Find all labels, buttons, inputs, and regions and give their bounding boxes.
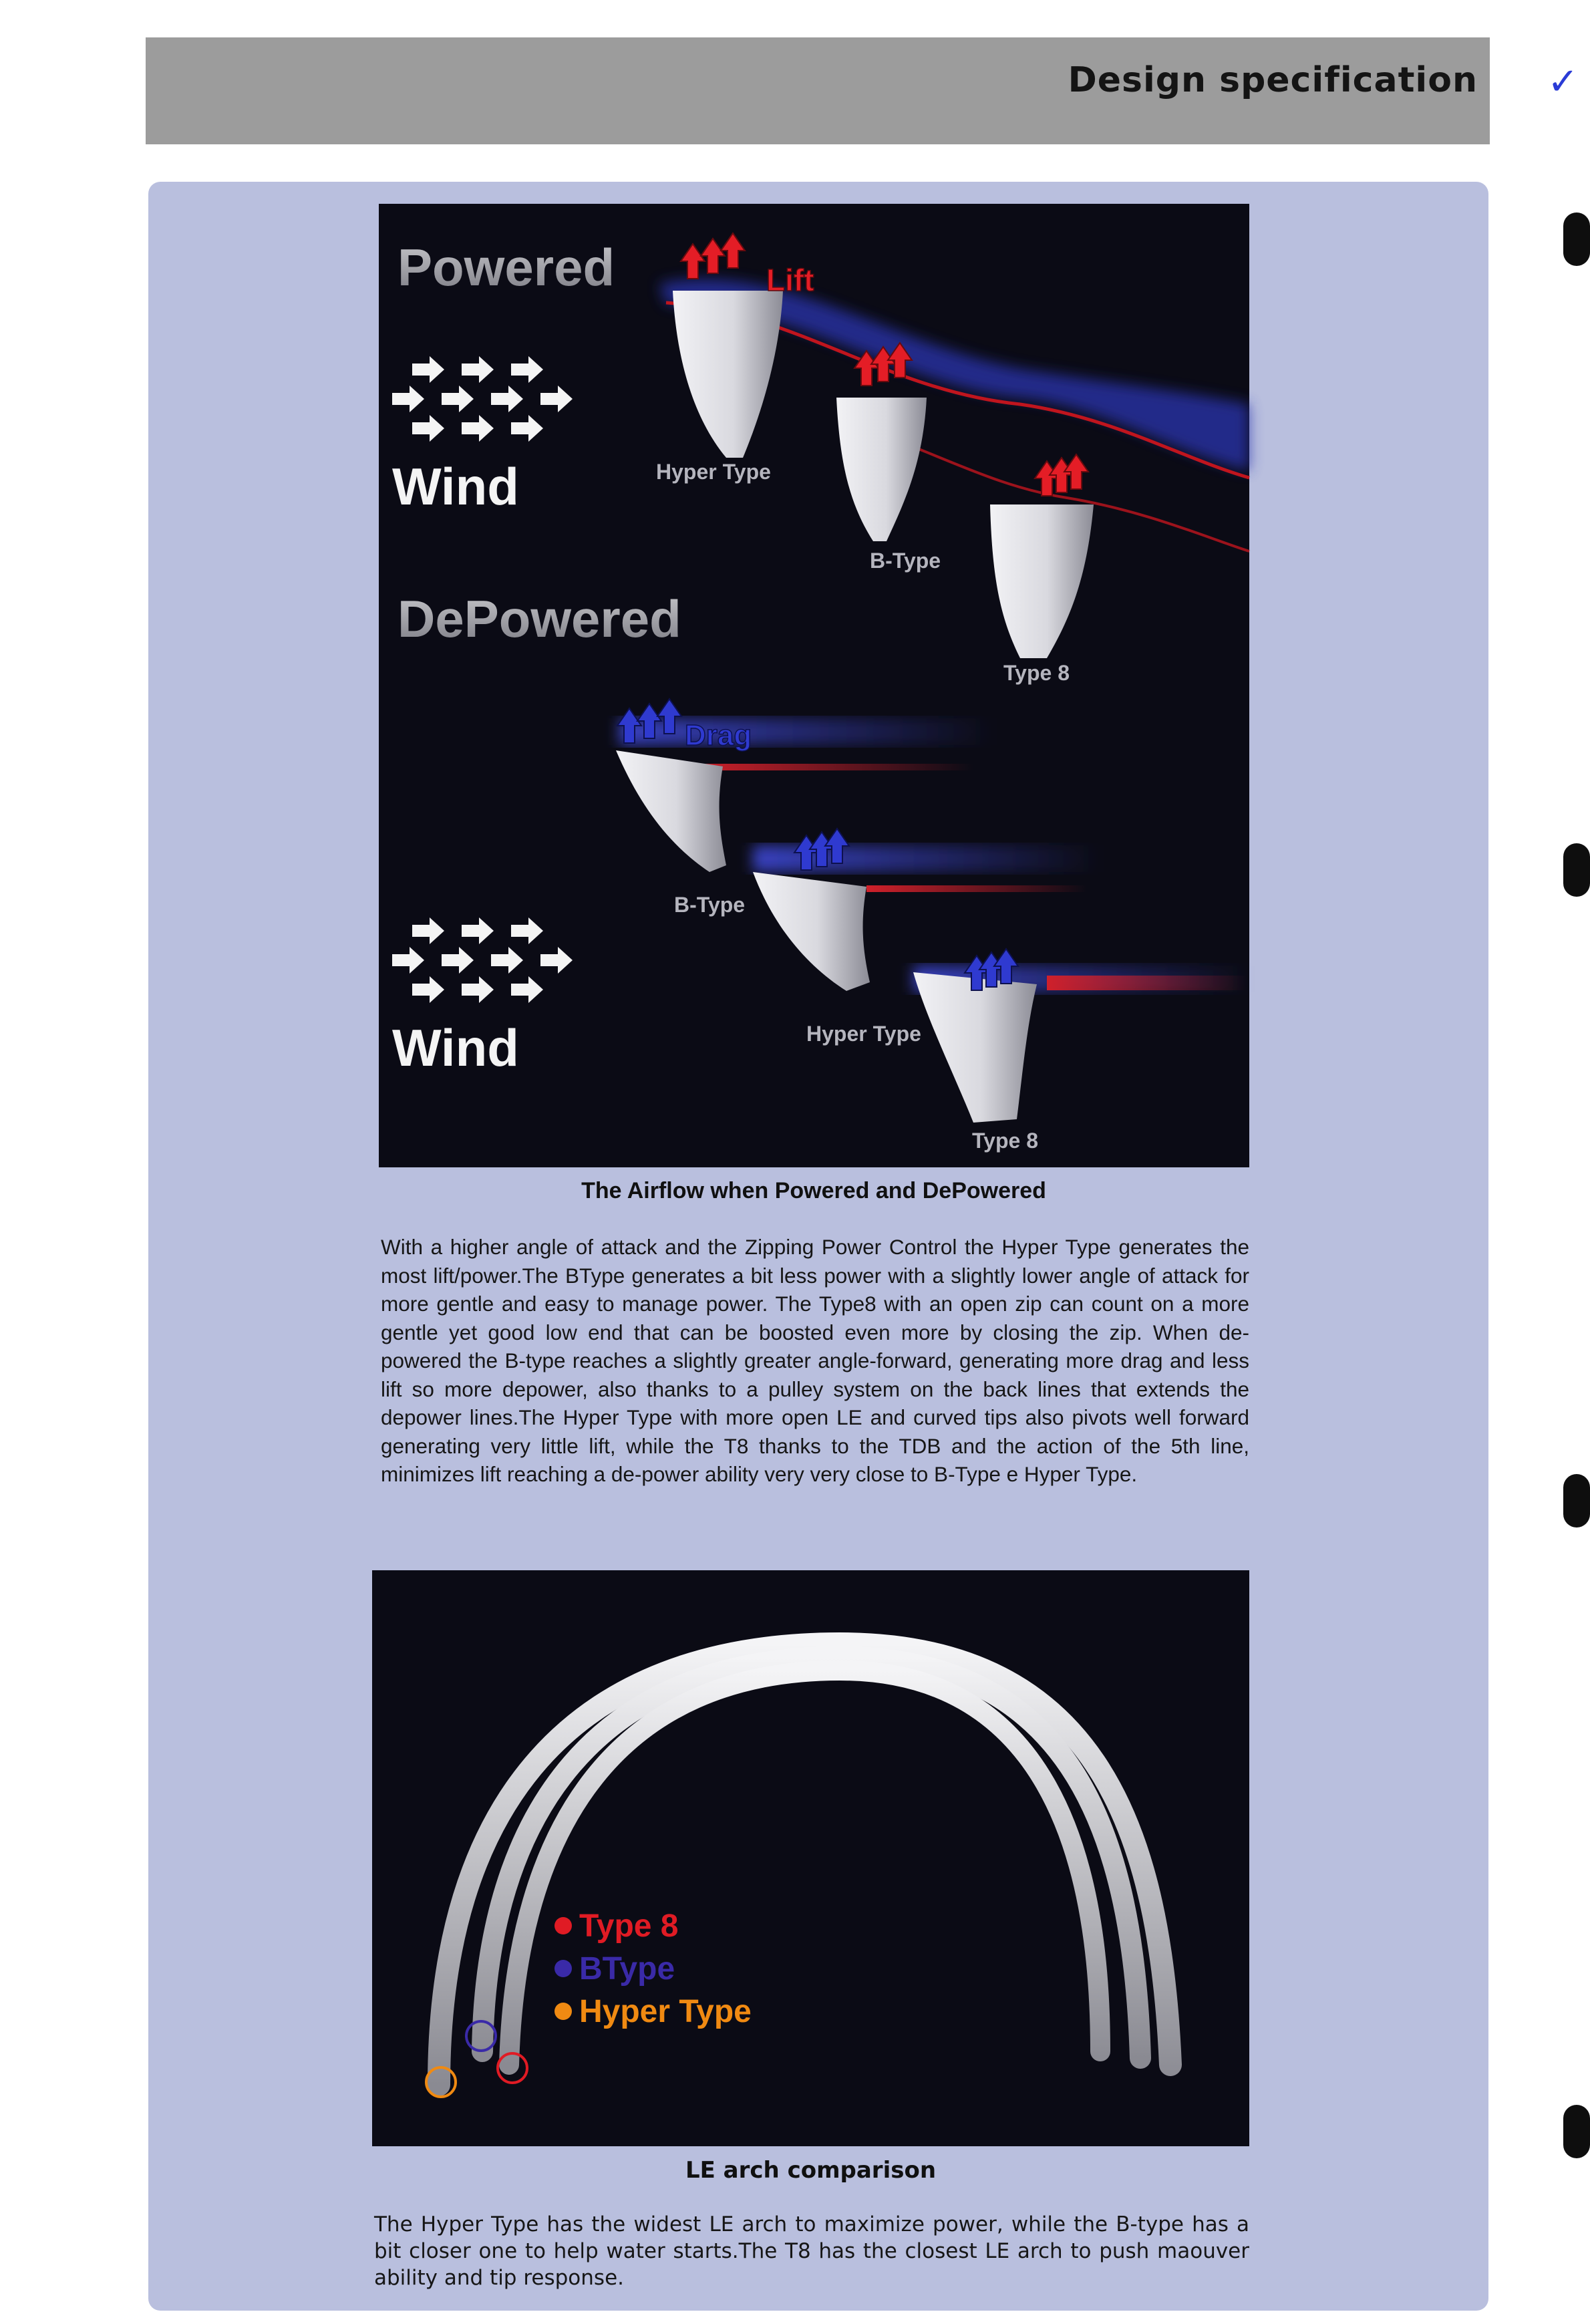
depowered-label: DePowered xyxy=(398,589,681,648)
powered-label: Powered xyxy=(398,238,615,297)
header-bar xyxy=(146,37,1490,144)
drag-label: Drag xyxy=(685,719,752,752)
binder-hole xyxy=(1563,2105,1590,2158)
depowered-kite-label-b-type: B-Type xyxy=(674,893,746,917)
legend-label-b-type: BType xyxy=(579,1951,675,1987)
arch-legend xyxy=(554,1908,752,2029)
kite-shape xyxy=(913,972,1037,1123)
airflow-caption: The Airflow when Powered and DePowered xyxy=(581,1178,1046,1203)
kite-shape xyxy=(673,291,783,458)
legend-dot-type-8 xyxy=(554,1917,572,1934)
kite-shape xyxy=(616,750,726,872)
depowered-airflow-red xyxy=(866,885,1087,892)
wind-label-top: Wind xyxy=(392,457,519,516)
lift-label: Lift xyxy=(766,263,814,297)
binder-hole xyxy=(1563,1474,1590,1528)
legend-dot-b-type xyxy=(554,1960,572,1977)
kite-shape xyxy=(753,872,870,991)
airflow-figure xyxy=(379,204,1249,1167)
kite-shape xyxy=(990,504,1094,658)
handwritten-check-mark: ✓ xyxy=(1547,60,1579,104)
depowered-kite-label-type-8: Type 8 xyxy=(972,1129,1038,1153)
le-arch-figure xyxy=(372,1570,1249,2146)
powered-kite-label-hyper-type: Hyper Type xyxy=(656,460,771,484)
airflow-description: With a higher angle of attack and the Zipping Power Control the Hyper Type generates the most lift/power.The BType generates a bit less power with a slightly lower angle of attack for more gentle and easy to manage power. The Type8 with an open zip can count on a more gentle yet good low end that can be boosted even more by closing the zip. When de-powered the B-type reaches a slightly greater angle-forward, generating more drag and less lift so more depower, also thanks to a pulley system on the back lines that extends the depower lines.The Hyper Type with more open LE and curved tips also pivots well forward generating very little lift, while the T8 thanks to the TDB and the action of the 5th line, minimizes lift reaching a de-power ability very very close to B-Type e Hyper Type. xyxy=(381,1235,1249,1486)
legend-label-hyper-type: Hyper Type xyxy=(579,1994,752,2029)
wind-label-bottom: Wind xyxy=(392,1018,519,1077)
powered-kite-label-type-8: Type 8 xyxy=(1003,661,1070,685)
wind-arrows-top xyxy=(392,356,573,442)
arch-description: The Hyper Type has the widest LE arch to maximize power, while the B-type has a bit closer one to help water starts.The T8 has the closest LE arch to push maouver ability and tip response. xyxy=(374,2212,1249,2290)
depowered-kite-label-hyper-type: Hyper Type xyxy=(806,1022,921,1046)
depowered-airflow-red xyxy=(693,764,973,770)
depowered-airflow-red xyxy=(1047,976,1247,990)
legend-dot-hyper-type xyxy=(554,2003,572,2020)
arch-caption: LE arch comparison xyxy=(685,2157,937,2184)
binder-hole xyxy=(1563,843,1590,897)
binder-hole xyxy=(1563,212,1590,266)
powered-kite-label-b-type: B-Type xyxy=(870,549,941,573)
legend-label-type-8: Type 8 xyxy=(579,1908,679,1944)
wind-arrows-bottom xyxy=(392,917,573,1003)
kite-shape xyxy=(836,398,927,541)
page-title: Design specification xyxy=(1068,60,1478,100)
